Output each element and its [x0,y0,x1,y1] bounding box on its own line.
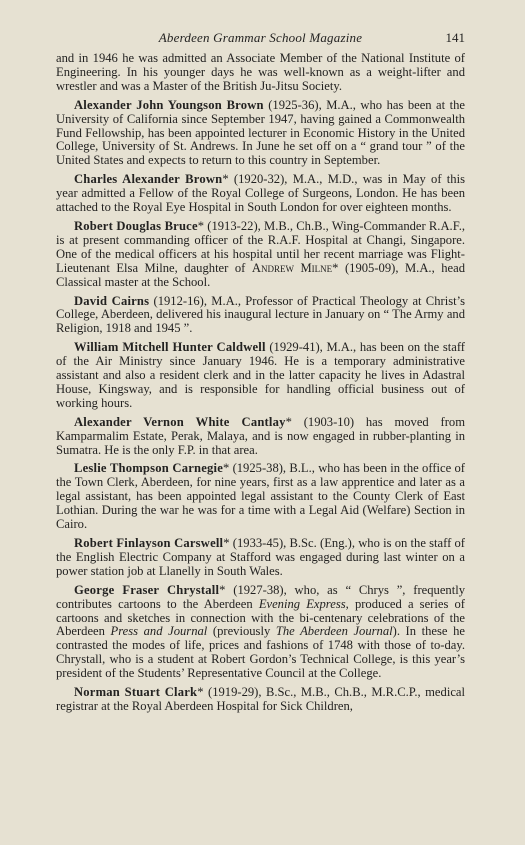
person-name: Alexander John Youngson Brown [74,97,264,112]
paragraph-text: (1912-16), M.A., Professor of Practical Theology at Christ’s College, Aberdeen, delivered his inaugural lecture in January on “ The Army and Religion, 1918 and 1945 ”. [56,293,465,336]
publication-title: Press and Journal [110,624,208,639]
publication-title: Evening Express [258,596,346,611]
paragraph-text: * (1919-29), B.Sc., M.B., Ch.B., M.R.C.P., medical registrar at the Royal Aberdeen Hospital for Sick Children, [56,685,465,713]
person-name-small-caps: Andrew Milne [251,260,333,275]
running-title: Aberdeen Grammar School Magazine [158,30,363,45]
entry-paragraph [56,686,465,714]
paragraph-text: * (1925-38), B.L., who has been in the office of the Town Clerk, Aberdeen, for nine years, first as a law apprentice and later as a legal assistant, has been appointed legal assistant to the County Clerk of East Lothian. During the war he was for a time with a Legal Aid (Welfare) Section in Cairo. [56,461,465,532]
paragraph-text: * (1933-45), B.Sc. (Eng.), who is on the staff of the English Electric Company at Stafford was engaged during last winter on a power station job at Llanelly in South Wales. [56,536,465,578]
paragraph-text: * (1913-22), M.B., Ch.B., Wing-Commander R.A.F., is at present commanding officer of the R.A.F. Hospital at Changi, Singapore. One of the medical officers at his hospital until her recent marriage was Flight-Lieutenant Elsa Milne, daughter of [56,218,465,275]
person-name: David Cairns [74,293,150,308]
paragraph-text: and in 1946 he was admitted an Associate Member of the National Institute of Engineering. In his younger days he was well-known as a weight-lifter and wrestler and was a Master of the British Ju-Jitsu Society. [56,51,465,93]
publication-title: The Aberdeen Journal [275,624,393,639]
entry-paragraph [56,52,465,94]
paragraph-text: * (1927-38), who, as “ Chrys ”, frequently contributes cartoons to the Aberdeen [56,582,465,611]
running-head [56,30,465,52]
paragraph-text: (1925-36), M.A., who has been at the University of California since September 1947, having gained a Commonwealth Fund Fellowship, has been appointed lecturer in Economic History in the United College, University of St. Andrews. In June he set off on a “ grand tour ” of the United States and expects to return to this country in September. [56,97,466,168]
page-number: 141 [445,30,465,45]
entry-paragraph [56,462,465,532]
person-name: Norman Stuart Clark [74,685,198,700]
person-name: George Fraser Chrystall [74,582,220,597]
person-name: Leslie Thompson Carnegie [74,461,223,476]
entry-paragraph [56,99,465,169]
entry-paragraph [56,584,465,681]
person-name: Alexander Vernon White Cantlay [74,414,286,429]
entry-paragraph [56,220,465,290]
paragraph-text: , produced a series of cartoons and sketches in connection with the bi-centenary celebrations of the Aberdeen [56,596,465,639]
entry-paragraph [56,173,465,215]
paragraph-text: ). In these he contrasted the modes of life, prices and fashions of 1748 with those of to-day. Chrystall, who is a student at Robert Gordon’s Technical College, is this year’s president of the Students’ Representative Council at the College. [56,624,465,681]
person-name: Robert Finlayson Carswell [74,536,224,550]
entry-paragraph [56,416,465,458]
paragraph-text: * (1903-10) has moved from Kamparmalim Estate, Perak, Malaya, and is now engaged in rubber-planting in Sumatra. He is the only F.P. in that area. [56,414,465,457]
paragraph-text: * (1920-32), M.A., M.D., was in May of this year admitted a Fellow of the Royal College of Surgeons, London. He has been attached to the Royal Eye Hospital in South London for over eighteen months. [56,172,466,215]
article-body [56,52,465,714]
entry-paragraph [56,341,465,411]
entry-paragraph [56,295,465,337]
person-name: Robert Douglas Bruce [74,218,198,233]
paragraph-text: (1929-41), M.A., has been on the staff of the Air Ministry since January 1946. He is a temporary administrative assistant and also a resident clerk and in the latter capacity he lives in Adastral House, Kingsway, and is responsible for handling official business out of working hours. [56,340,465,410]
paragraph-text: * (1905-09), M.A., head Classical master at the School. [56,260,465,289]
paragraph-text: (previously [207,624,276,639]
entry-paragraph [56,537,465,579]
person-name: Charles Alexander Brown [74,172,223,187]
person-name: William Mitchell Hunter Caldwell [74,340,266,355]
